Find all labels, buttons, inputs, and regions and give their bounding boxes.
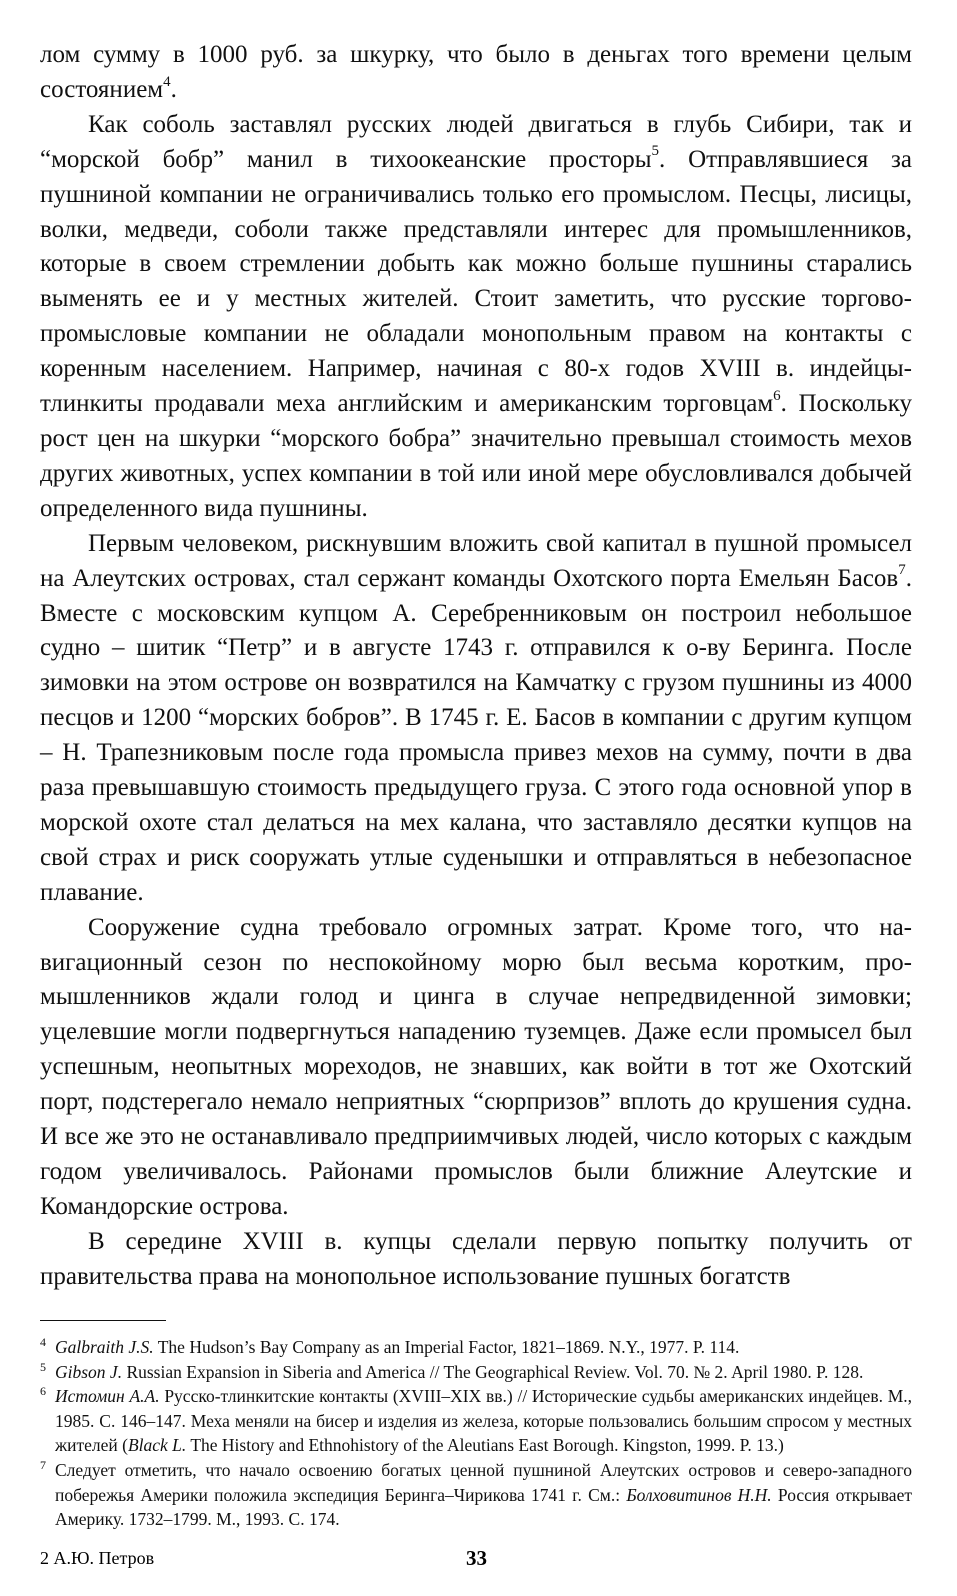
footnote-author: Galbraith J.S.	[55, 1336, 154, 1357]
paragraph-4: Сооружение судна требовало огромных затрат. Кроме того, что навигационный сезон по неспокойному морю был весьма коротким, промышленников ждали голод и цинга в случае непредвиденной зимовки; уцелевшие могли подвергнуться нападению туземцев. Даже если промысел был успешным, неопытных мореходов, не знавших, как войти в тот же Охотский порт, подстерегало немало неприятных “сюрпризов” вплоть до крушения судна. И все же это не останавливало предприимчивых людей, число которых с каждым годом увеличивалось. Районами промыслов были ближние Алеутские и Командорские острова.	[40, 913, 912, 1220]
footnote-author-secondary: Black L.	[127, 1435, 187, 1456]
footnote-number: 5	[40, 1359, 46, 1374]
footnote-ref-5: 5	[651, 143, 660, 160]
page-content	[40, 38, 912, 1532]
paragraph-5: В середине XVIII в. купцы сделали первую попытку получить от правительства права на монопольное использование пушных богатств	[40, 1227, 912, 1290]
footnote-7: 7 Следует отметить, что начало освоению богатых ценной пушниной Алеутских островов и северо-западного побережья Америки положила экспедиция Беринга–Чирикова 1741 г. См.: Болховитинов Н.Н. Россия открывает Америку. 1732–1799. М., 1993. С. 174.	[40, 1458, 912, 1531]
footnote-author: Истомин А.А.	[55, 1386, 160, 1407]
main-text	[40, 38, 912, 1295]
footnote-ref-4: 4	[163, 73, 171, 90]
footnote-6: 6 Истомин А.А. Русско-тлинкитские контакты (XVIII–XIX вв.) // Исторические судьбы американских индейцев. М., 1985. С. 146–147. Меха меняли на бисер и изделия из железа, которые пользовались большим спросом у местных жителей (Black L. The History and Ethnohistory of the Aleutians East Borough. Kingston, 1999. P. 13.)	[40, 1384, 912, 1457]
footnote-4: 4 Galbraith J.S. The Hudson’s Bay Company as an Imperial Factor, 1821–1869. N.Y., 1977. P. 114.	[40, 1335, 912, 1359]
page-footer	[40, 1548, 912, 1578]
paragraph-1: лом сумму в 1000 руб. за шкурку, что было в деньгах того времени целым состоянием$^4$.	[40, 41, 912, 103]
footnote-number: 6	[40, 1384, 46, 1399]
footnote-author: Gibson J.	[55, 1361, 123, 1382]
footnote-ref-7: 7	[898, 562, 906, 579]
paragraph-3: Первым человеком, рискнувшим вложить свой капитал в пушной промысел на Алеутских островах, стал сержант команды Охотского порта Емельян Басов$^7$. Вместе с московским купцом А. Серебренниковым он построил небольшое судно – шитик “Петр” и в августе 1743 г. отправился к о-ву Беринга. После зимовки на этом острове он возвратился на Камчатку с грузом пушнины из 4000 песцов и 1200 “морских бобров”. В 1745 г. Е. Басов в компании с другим купцом – Н. Трапезниковым после года промысла привез мехов на сумму, почти в два раза превышавшую стоимость предыдущего груза. С этого года основной упор в морской охоте стал делаться на мех калана, что заставляло десятки купцов на свой страх и риск сооружать утлые суденышки и отправляться в небезопасное плавание.	[40, 529, 912, 906]
paragraph-2: Как соболь заставлял русских людей двигаться в глубь Сибири, так и “морской бобр” манил в тихоокеанские просторы$^5$. Отправлявшиеся за пушниной компании не ограничивались только его промыслом. Песцы, лисицы, волки, медведи, соболи также представляли интерес для промышленников, которые в своем стремлении добыть как можно больше пушнины старались выменять ее и у местных жителей. Стоит заметить, что русские торгово-промысловые компании не обладали монопольным правом на контакты с коренным населением. Например, начиная с 80-х годов XVIII в. индейцы-тлинкиты продавали меха английским и американским торговцам$^6$. Поскольку рост цен на шкурки “морского бобра” значительно превышал стоимость мехов других животных, успех компании в той или иной мере обусловливался добычей определенного вида пушнины.	[40, 110, 912, 522]
signature-mark: 2 А.Ю. Петров	[40, 1548, 155, 1568]
footnote-ref-6: 6	[773, 387, 781, 404]
footnote-5: 5 Gibson J. Russian Expansion in Siberia and America // The Geographical Review. Vol. 70. № 2. April 1980. P. 128.	[40, 1360, 912, 1384]
footnote-number: 4	[40, 1334, 46, 1349]
footnote-author: Болховитинов Н.Н.	[626, 1484, 772, 1505]
footnotes	[40, 1335, 912, 1532]
footnote-number: 7	[40, 1458, 46, 1473]
footnote-separator	[40, 1320, 166, 1321]
page-number: 33	[466, 1546, 487, 1570]
